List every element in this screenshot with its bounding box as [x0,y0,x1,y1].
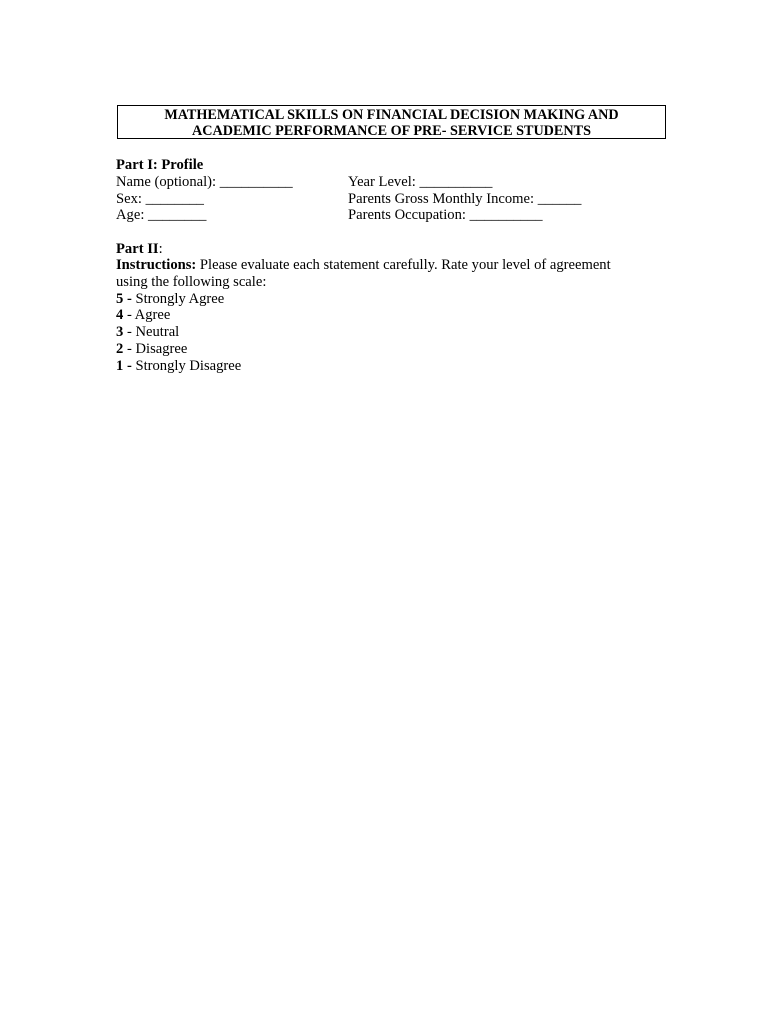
sex-field: Sex: ________ [116,191,204,207]
scale-number: 4 [116,307,124,324]
scale-number: 5 [116,290,124,307]
scale-number: 2 [116,340,124,357]
scale-number: 1 [116,357,124,374]
instructions-line-2: using the following scale: [116,273,267,290]
age-field: Age: ________ [116,207,207,223]
instructions-text: Please evaluate each statement carefully. Rate your level of agreement [196,257,611,273]
document-title-box [117,105,666,139]
part-2-heading [116,241,163,258]
instructions-line-1 [116,257,656,274]
scale-separator: - [123,290,136,307]
scale-separator: - [123,357,136,374]
scale-item-2 [116,341,656,358]
scale-separator: - [123,324,136,341]
part-1-heading: Part I: Profile [116,157,204,173]
scale-label: Disagree [135,340,188,357]
parents-income-field: Parents Gross Monthly Income: ______ [348,191,582,207]
scale-item-1 [116,358,656,375]
scale-label: Agree [134,307,171,324]
scale-item-3 [116,324,656,341]
scale-number: 3 [116,324,124,341]
scale-label: Strongly Disagree [135,357,242,374]
instructions-block [116,257,656,375]
year-level-field: Year Level: __________ [348,174,493,190]
scale-separator: - [123,340,136,357]
scale-label: Strongly Agree [135,290,225,307]
scale-label: Neutral [135,324,180,341]
part-2-heading-colon: : [158,241,163,257]
title-line-1: MATHEMATICAL SKILLS ON FINANCIAL DECISION MAKING AND [164,107,619,123]
instructions-label: Instructions: [116,257,197,273]
scale-item-5 [116,291,656,308]
title-line-2: ACADEMIC PERFORMANCE OF PRE- SERVICE STUDENTS [191,123,591,140]
parents-occupation-field: Parents Occupation: __________ [348,207,543,223]
scale-separator: - [123,307,135,324]
part-2-heading-label: Part II [116,241,159,257]
name-field: Name (optional): __________ [116,174,293,190]
scale-item-4 [116,307,656,324]
